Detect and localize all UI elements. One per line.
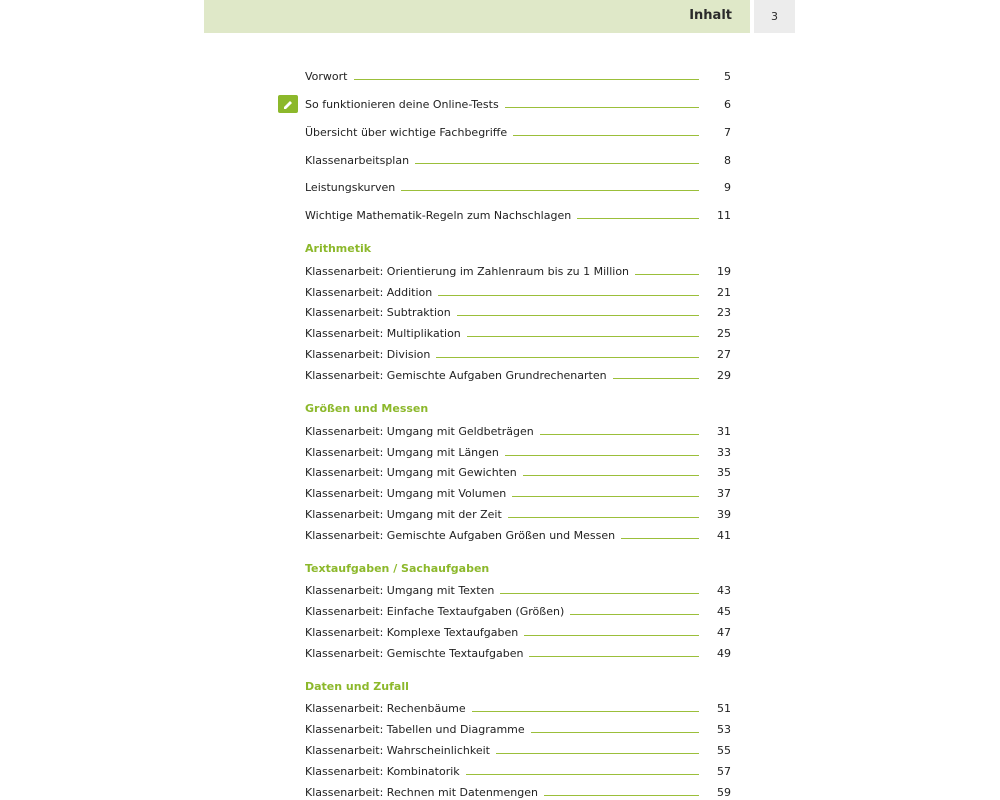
toc-entry[interactable] [305,325,731,341]
toc-leader-line [531,732,699,733]
toc-entry-label: Klassenarbeit: Umgang mit Geldbeträgen [305,424,534,438]
toc-entry-label: Klassenarbeit: Subtraktion [305,305,451,319]
toc-leader-line [613,378,699,379]
toc-entry-page: 43 [717,583,731,597]
toc-entry-page: 45 [717,604,731,618]
toc-entry[interactable] [305,700,731,716]
toc-entry-page: 25 [717,326,731,340]
toc-entry-page: 19 [717,264,731,278]
toc-entry-page: 11 [717,208,731,222]
toc-entry-page: 9 [724,180,731,194]
toc-leader-line [512,496,699,497]
toc-entry[interactable] [305,582,731,598]
toc-leader-line [570,614,699,615]
toc-entry[interactable] [305,485,731,501]
toc-entry-label: Klassenarbeit: Einfache Textaufgaben (Größen) [305,604,565,618]
toc-entry[interactable] [305,304,731,320]
toc-entry-page: 49 [717,646,731,660]
toc-leader-line [354,79,700,80]
toc-entry-label: Klassenarbeit: Umgang mit der Zeit [305,507,502,521]
toc-entry[interactable] [305,179,731,195]
toc-leader-line [467,336,699,337]
toc-entry-label: Klassenarbeit: Gemischte Aufgaben Grundrechenarten [305,368,607,382]
toc-entry-page: 29 [717,368,731,382]
toc-entry-page: 41 [717,528,731,542]
toc-entry[interactable] [305,423,731,439]
toc-leader-line [466,774,699,775]
toc-entry[interactable] [305,624,731,640]
header-bar [204,0,750,33]
page-title: Inhalt [689,8,732,23]
section-heading: Textaufgaben / Sachaufgaben [305,562,490,575]
toc-entry-page: 6 [724,97,731,111]
toc-entry-page: 53 [717,722,731,736]
toc-entry-label: Klassenarbeit: Wahrscheinlichkeit [305,743,490,757]
toc-entry-page: 47 [717,625,731,639]
toc-entry-page: 39 [717,507,731,521]
toc-leader-line [540,434,699,435]
toc-entry[interactable] [305,721,731,737]
toc-leader-line [505,107,699,108]
toc-entry-label: Übersicht über wichtige Fachbegriffe [305,125,508,139]
toc-entry-label: Klassenarbeit: Tabellen und Diagramme [305,722,525,736]
toc-entry[interactable] [305,96,731,112]
toc-entry[interactable] [305,124,731,140]
toc-entry-label: Klassenarbeit: Orientierung im Zahlenraum bis zu 1 Million [305,264,630,278]
toc-entry[interactable] [305,603,731,619]
toc-leader-line [508,517,699,518]
toc-leader-line [401,190,699,191]
toc-entry-label: Klassenarbeit: Rechnen mit Datenmengen [305,785,538,799]
toc-entry-page: 21 [717,285,731,299]
toc-entry-label: Wichtige Mathematik-Regeln zum Nachschlagen [305,208,572,222]
toc-entry-label: Klassenarbeit: Umgang mit Texten [305,583,495,597]
toc-entry-label: Klassenarbeit: Umgang mit Längen [305,445,499,459]
section-heading: Arithmetik [305,242,372,255]
toc-leader-line [438,295,699,296]
toc-leader-line [621,538,699,539]
toc-entry-page: 57 [717,764,731,778]
toc-entry-page: 7 [724,125,731,139]
section-heading: Daten und Zufall [305,680,409,693]
toc-leader-line [513,135,699,136]
toc-entry-page: 33 [717,445,731,459]
toc-entry[interactable] [305,346,731,362]
toc-entry[interactable] [305,68,731,84]
toc-entry-label: Klassenarbeit: Addition [305,285,433,299]
toc-leader-line [500,593,699,594]
pencil-icon [278,95,298,113]
toc-entry[interactable] [305,263,731,279]
toc-entry-label: Klassenarbeit: Umgang mit Gewichten [305,465,517,479]
toc-leader-line [529,656,699,657]
toc-entry-label: Klassenarbeit: Division [305,347,431,361]
toc-entry-label: Leistungskurven [305,180,396,194]
toc-entry-page: 59 [717,785,731,799]
toc-entry-page: 31 [717,424,731,438]
toc-leader-line [457,315,699,316]
toc-entry-page: 23 [717,305,731,319]
toc-entry[interactable] [305,444,731,460]
toc-entry[interactable] [305,464,731,480]
page-number: 3 [771,10,778,23]
toc-entry[interactable] [305,742,731,758]
toc-leader-line [472,711,699,712]
toc-entry-page: 51 [717,701,731,715]
toc-entry[interactable] [305,506,731,522]
toc-entry[interactable] [305,784,731,800]
toc-entry-label: Klassenarbeit: Gemischte Textaufgaben [305,646,524,660]
toc-leader-line [415,163,699,164]
toc-entry[interactable] [305,284,731,300]
section-heading: Größen und Messen [305,402,429,415]
toc-entry[interactable] [305,207,731,223]
toc-entry-page: 35 [717,465,731,479]
toc-entry[interactable] [305,527,731,543]
toc-entry[interactable] [305,152,731,168]
toc-entry-label: Klassenarbeit: Rechenbäume [305,701,466,715]
toc-entry-label: Klassenarbeit: Gemischte Aufgaben Größen und Messen [305,528,616,542]
toc-entry[interactable] [305,367,731,383]
toc-leader-line [523,475,699,476]
toc-entry-label: Vorwort [305,69,348,83]
toc-entry-page: 55 [717,743,731,757]
toc-leader-line [505,455,699,456]
toc-entry-label: So funktionieren deine Online-Tests [305,97,499,111]
toc-entry-label: Klassenarbeit: Komplexe Textaufgaben [305,625,519,639]
toc-entry-page: 27 [717,347,731,361]
toc-entry-label: Klassenarbeit: Umgang mit Volumen [305,486,507,500]
page-number-box [754,0,795,33]
toc-entry-label: Klassenarbeit: Multiplikation [305,326,461,340]
toc-entry-page: 8 [724,153,731,167]
toc-entry-label: Klassenarbeit: Kombinatorik [305,764,460,778]
toc-leader-line [524,635,699,636]
toc-entry[interactable] [305,645,731,661]
toc-leader-line [544,795,699,796]
toc-leader-line [436,357,699,358]
toc-leader-line [577,218,699,219]
toc-entry[interactable] [305,763,731,779]
toc-entry-page: 5 [724,69,731,83]
toc-leader-line [496,753,699,754]
toc-entry-label: Klassenarbeitsplan [305,153,410,167]
toc-entry-page: 37 [717,486,731,500]
toc-leader-line [635,274,699,275]
